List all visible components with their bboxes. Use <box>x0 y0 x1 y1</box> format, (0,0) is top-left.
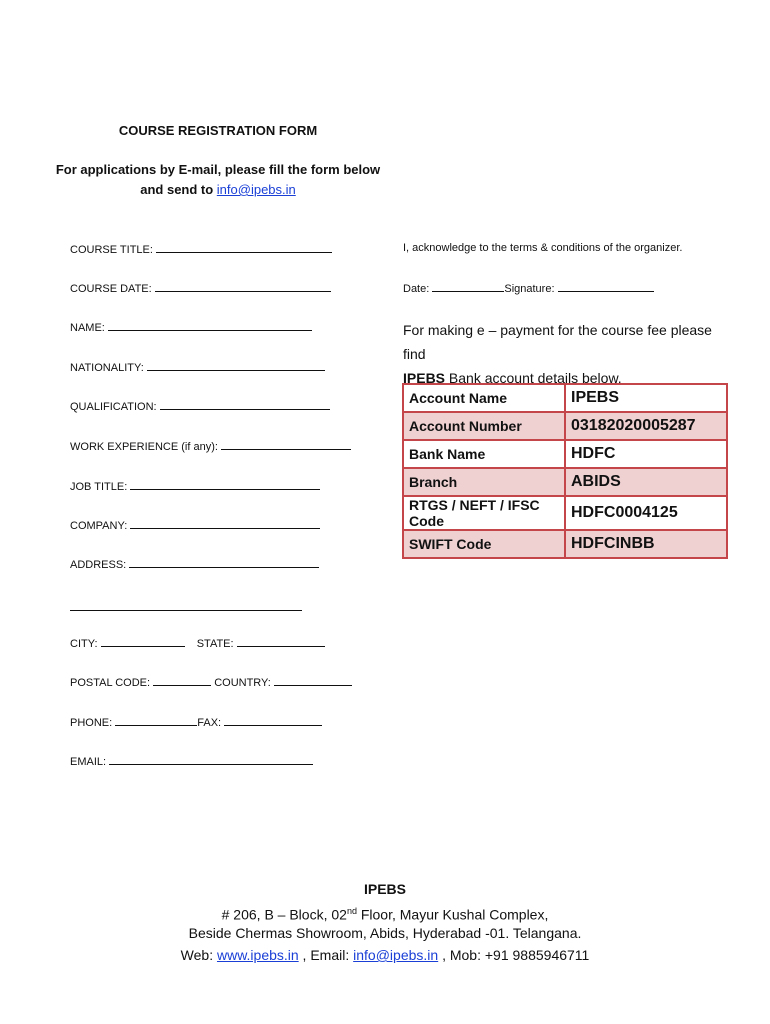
bank-details-table <box>402 383 728 559</box>
email-line[interactable] <box>109 754 313 765</box>
course-date-line[interactable] <box>155 281 331 292</box>
bank-value: HDFC <box>565 440 727 468</box>
postal-code-line[interactable] <box>153 675 211 686</box>
postal-country-row <box>70 675 352 689</box>
payment-text-2: Bank account details below. <box>445 370 622 386</box>
name-line[interactable] <box>108 320 312 331</box>
state-line[interactable] <box>237 636 325 647</box>
address-line-2[interactable] <box>70 600 302 611</box>
qualification-field[interactable] <box>70 399 330 413</box>
course-date-field[interactable] <box>70 281 331 295</box>
course-title-label: COURSE TITLE: <box>70 244 153 256</box>
company-label: COMPANY: <box>70 520 128 532</box>
signature-label: Signature: <box>504 283 555 295</box>
signature-line[interactable] <box>558 281 654 292</box>
postal-code-label: POSTAL CODE: <box>70 677 151 689</box>
table-row <box>403 530 727 558</box>
phone-line[interactable] <box>115 715 197 726</box>
payment-instructions <box>403 318 723 390</box>
city-label: CITY: <box>70 638 98 650</box>
footer-org: IPEBS <box>363 881 406 897</box>
country-line[interactable] <box>274 675 352 686</box>
bank-label: Bank Name <box>403 440 565 468</box>
city-line[interactable] <box>101 636 185 647</box>
payment-text: For making e – payment for the course fee please find <box>403 322 712 362</box>
footer-addr1-sup: nd <box>346 906 357 916</box>
bank-value: HDFCINBB <box>565 530 727 558</box>
nationality-line[interactable] <box>147 360 325 371</box>
work-experience-label: WORK EXPERIENCE (if any): <box>70 441 218 453</box>
city-state-row <box>70 636 325 650</box>
course-date-label: COURSE DATE: <box>70 283 152 295</box>
job-title-line[interactable] <box>130 479 320 490</box>
fax-line[interactable] <box>224 715 322 726</box>
payment-org: IPEBS <box>403 370 446 386</box>
footer-email-link[interactable]: info@ipebs.in <box>353 947 439 963</box>
work-experience-field[interactable] <box>70 439 351 453</box>
name-label: NAME: <box>70 322 105 334</box>
footer-web-link[interactable]: www.ipebs.in <box>216 947 299 963</box>
company-field[interactable] <box>70 518 320 532</box>
nationality-field[interactable] <box>70 360 325 374</box>
date-line[interactable] <box>432 281 504 292</box>
email-field[interactable] <box>70 754 313 768</box>
intro-line-2 <box>0 182 436 197</box>
address-label: ADDRESS: <box>70 559 127 571</box>
qualification-line[interactable] <box>160 399 330 410</box>
footer-email-label: , Email: <box>298 947 354 963</box>
bank-value: ABIDS <box>565 468 727 496</box>
course-title-field[interactable] <box>70 242 332 256</box>
company-line[interactable] <box>130 518 320 529</box>
table-row <box>403 496 727 530</box>
acknowledgement-text: I, acknowledge to the terms & conditions of the organizer. <box>403 242 683 254</box>
address-line[interactable] <box>129 557 319 568</box>
bank-label: RTGS / NEFT / IFSC Code <box>403 496 565 530</box>
fax-label: FAX: <box>197 717 222 729</box>
job-title-label: JOB TITLE: <box>70 481 128 493</box>
form-title: COURSE REGISTRATION FORM <box>118 123 318 138</box>
bank-value: HDFC0004125 <box>565 496 727 530</box>
table-row <box>403 384 727 412</box>
bank-value: IPEBS <box>565 384 727 412</box>
date-signature-row <box>403 281 654 295</box>
footer-web-label: Web: <box>180 947 217 963</box>
state-label: STATE: <box>196 638 234 650</box>
footer-address-2: Beside Chermas Showroom, Abids, Hyderabad -01. Telangana. <box>188 925 582 941</box>
intro-line-1: For applications by E-mail, please fill the form below <box>55 162 381 177</box>
table-row <box>403 468 727 496</box>
footer-addr1-b: Floor, Mayur Kushal Complex, <box>356 906 549 923</box>
nationality-label: NATIONALITY: <box>70 362 144 374</box>
email-label: EMAIL: <box>70 756 107 768</box>
footer-mobile: , Mob: +91 9885946711 <box>438 947 590 963</box>
bank-label: SWIFT Code <box>403 530 565 558</box>
work-experience-line[interactable] <box>221 439 351 450</box>
country-label: COUNTRY: <box>214 677 271 689</box>
bank-label: Account Name <box>403 384 565 412</box>
job-title-field[interactable] <box>70 479 320 493</box>
table-row <box>403 440 727 468</box>
phone-fax-row <box>70 715 322 729</box>
bank-label: Branch <box>403 468 565 496</box>
name-field[interactable] <box>70 320 312 334</box>
address-field[interactable] <box>70 557 319 571</box>
footer-addr1-a: # 206, B – Block, 02 <box>221 906 347 923</box>
table-row <box>403 412 727 440</box>
bank-label: Account Number <box>403 412 565 440</box>
bank-value: 03182020005287 <box>565 412 727 440</box>
qualification-label: QUALIFICATION: <box>70 401 157 413</box>
intro-email-link[interactable]: info@ipebs.in <box>216 182 296 197</box>
footer-contact <box>0 944 770 966</box>
date-label: Date: <box>403 283 430 295</box>
phone-label: PHONE: <box>70 717 113 729</box>
intro-prefix: and send to <box>140 182 217 197</box>
course-title-line[interactable] <box>156 242 332 253</box>
